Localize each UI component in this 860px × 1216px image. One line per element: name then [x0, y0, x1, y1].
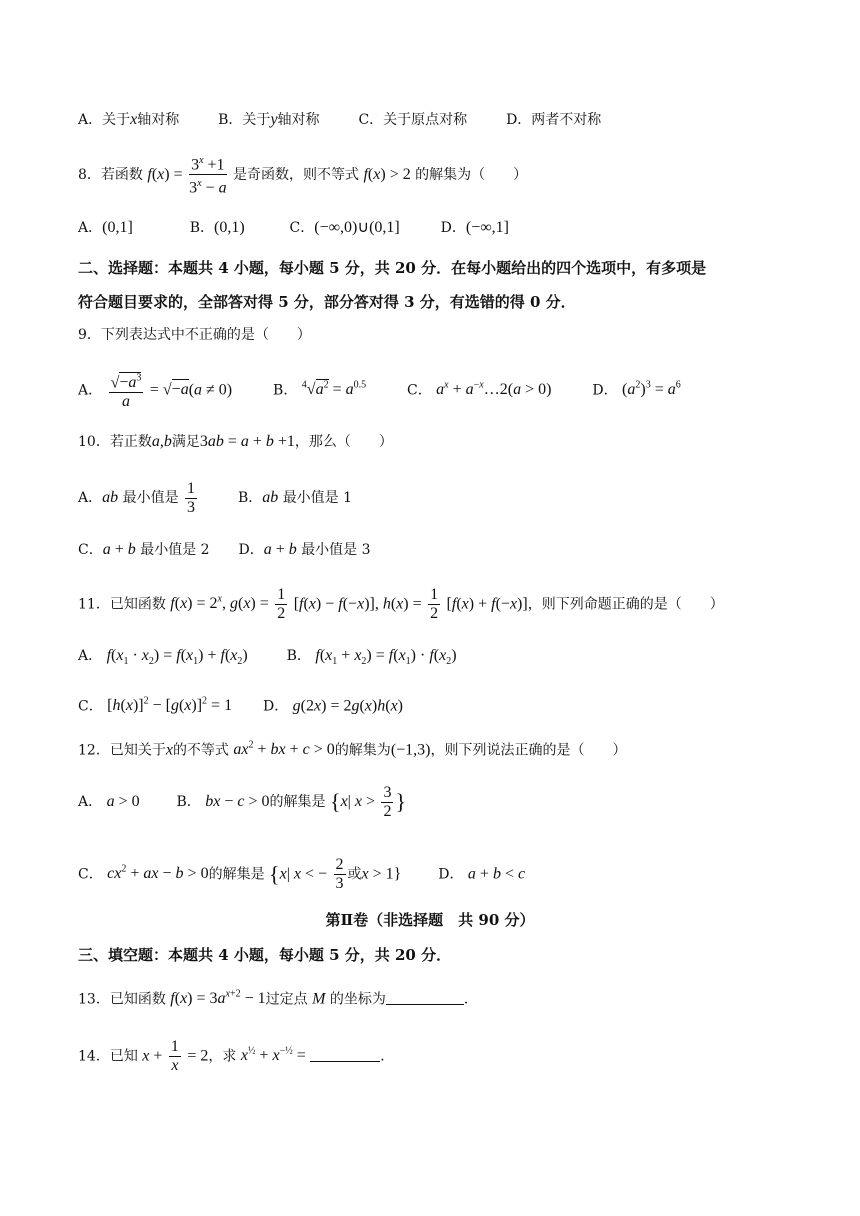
q8-option-c: (−∞,0)∪(0,1]: [314, 219, 400, 236]
section3-heading: 三、填空题：本题共 4 小题，每小题 5 分，共 20 分．: [78, 946, 452, 964]
q14-end: ．: [380, 1048, 395, 1065]
q12-option-a-label: A．: [78, 794, 103, 810]
q11-option-a-label: A．: [78, 648, 103, 664]
q11-options-cd: [78, 692, 403, 716]
q12-options-cd: [78, 848, 525, 896]
q14-lhs: x +: [142, 1047, 163, 1065]
q11-option-d-label: D．: [262, 698, 289, 715]
q12-option-b-set: x| x >: [340, 793, 376, 810]
q7-option-c: C．关于原点对称: [358, 112, 468, 128]
q10-stem-b: 满足: [171, 434, 200, 450]
q8-function: f(x) =: [147, 165, 183, 183]
brace-right: }: [395, 789, 407, 814]
q12-stem: [78, 736, 627, 760]
q8-number: 8．若函数: [78, 166, 143, 183]
q10-option-b-expr: ab: [262, 489, 279, 506]
q10-option-a-tail: 最小值是: [122, 490, 179, 506]
q8-option-a: (0,1]: [102, 219, 133, 236]
brace-left: {: [269, 861, 280, 887]
q9-option-a-rhs: = √−a(a ≠ 0): [149, 381, 233, 399]
q13-stem-c: 的坐标为: [329, 991, 386, 1008]
q13-end: ．: [463, 991, 478, 1008]
q11-option-c-label: C．: [78, 698, 103, 715]
q12-option-d-label: D．: [438, 866, 464, 883]
q9-option-c: $a^x$ + $a^{-x}\dots 2(a > 0)$: [436, 380, 552, 399]
q9-option-a-fraction: $\frac{√-a^3}{a}$: [109, 370, 144, 411]
q10-options-ab: [78, 476, 352, 520]
q12-stem-b: 的不等式: [172, 742, 229, 759]
q14-stem-a: 14．已知: [78, 1048, 138, 1065]
q12-options-ab: [78, 780, 406, 824]
q11-f-def: $f(x) = 2^x$, g(x) =: [170, 594, 269, 613]
q8-inequality: f(x) > 2: [363, 165, 411, 183]
q11-options-ab: [78, 646, 457, 672]
q12-option-c-set: x| x < −: [279, 865, 328, 883]
q12-option-c-fraction: $\frac{2}{3}$: [335, 855, 344, 892]
q11-option-a: $f(x_1 \cdot x_2) = f(x_1) + f(x_2)$: [106, 647, 248, 668]
q10-option-c-label: C．: [78, 542, 103, 558]
q12-stem-a: 12．已知关于: [78, 742, 166, 759]
q8-option-b-label: B．: [189, 220, 214, 236]
q8-options: [78, 218, 509, 238]
q10-option-c-tail: 最小值是 2: [140, 542, 210, 558]
q10-variables: a,b: [151, 433, 172, 450]
q13-answer-blank[interactable]: [386, 1004, 464, 1005]
section2-heading-line2: 符合题目要求的，全部答对得 5 分，部分答对得 3 分，有选错的得 0 分．: [78, 293, 576, 311]
part2-title: 第Ⅱ卷（非选择题 共 90 分）: [325, 911, 535, 929]
q13-function: $f(x) = 3a^{x+2} - 1$: [170, 989, 266, 1008]
q9-option-d-label: D．: [592, 382, 618, 399]
q12-option-b-label: B．: [176, 794, 201, 810]
q12-option-c-or: 或: [347, 866, 362, 883]
q10-option-c-expr: a + b: [102, 541, 136, 558]
q7-options: [78, 110, 601, 130]
q14-stem: [78, 1030, 394, 1078]
q11-stem: [78, 578, 724, 626]
q12-option-d: a + b < c: [467, 865, 526, 883]
q9-option-d: $(a^2)^3 = a^6$: [622, 380, 681, 399]
q7-option-d: D．两者不对称: [506, 112, 602, 128]
q13-stem-a: 13．已知函数: [78, 991, 166, 1008]
q11-option-d: g(2x) = 2g(x)h(x): [292, 697, 403, 715]
q11-option-c: $[h(x)]^2 - [g(x)]^2 = 1$: [107, 696, 233, 715]
q11-stem-a: 11．已知函数: [78, 596, 166, 613]
q8-stem: [78, 152, 527, 198]
variable: x: [165, 741, 173, 759]
q7-option-b-tail: 轴对称: [277, 112, 320, 128]
q12-option-b-expr: bx − c > 0: [205, 793, 270, 810]
q10-option-a-expr: ab: [102, 489, 119, 506]
q8-mid-text: 是奇函数，则不等式: [233, 166, 360, 183]
q10-options-cd: [78, 540, 371, 560]
q12-option-c-label: C．: [78, 866, 103, 883]
q12-stem-c: 的解集为: [334, 742, 391, 759]
variable: M: [312, 990, 326, 1008]
q10-stem: [78, 432, 393, 452]
q8-tail-text: 的解集为（ ）: [415, 166, 528, 183]
q10-option-a-fraction: $\frac{1}{3}$: [187, 479, 196, 516]
q10-option-d-expr: a + b: [263, 541, 297, 558]
q12-option-a: a > 0: [106, 793, 140, 810]
q10-option-d-tail: 最小值是 3: [301, 542, 371, 558]
q9-option-a-label: A．: [78, 382, 103, 399]
q11-g-def: [f(x) − f(−x)], h(x) =: [293, 595, 422, 613]
q12-option-c-set-tail: x > 1}: [361, 865, 402, 883]
q8-fraction: $\frac{3^x +1}{3^x - a}$: [189, 152, 226, 198]
q8-option-a-label: A．: [78, 220, 103, 236]
q14-answer-blank[interactable]: [310, 1061, 380, 1062]
q11-option-b: $f(x_1 + x_2) = f(x_1) \cdot f(x_2)$: [315, 647, 457, 668]
q12-option-c-tail: 的解集是: [208, 866, 265, 883]
q11-option-b-label: B．: [286, 648, 311, 664]
q7-option-b: B．关于: [218, 112, 271, 128]
variable: y: [270, 111, 278, 128]
q12-inequality: $ax^2$ + bx + c > 0: [233, 740, 335, 759]
q9-stem: 9．下列表达式中不正确的是（ ）: [78, 327, 311, 343]
q13-stem: [78, 985, 478, 1009]
q8-option-b: (0,1): [213, 219, 245, 236]
q14-expression: $x^{\frac{1}{2}} + x^{-\frac{1}{2}}$ =: [240, 1046, 306, 1065]
q14-fraction: $\frac{1}{x}$: [170, 1037, 179, 1074]
q10-stem-c: ，那么（ ）: [294, 434, 393, 450]
section2-heading-line1: 二、选择题：本题共 4 小题，每小题 5 分，共 20 分．在每小题给出的四个选项中，有多项是: [78, 259, 707, 277]
q10-stem-a: 10．若正数: [78, 434, 152, 450]
q10-equation: 3ab = a + b +1: [199, 433, 295, 450]
q8-option-d-label: D．: [440, 220, 466, 236]
q12-interval: (−1,3): [390, 741, 431, 759]
q9-option-b-label: B．: [273, 382, 298, 399]
q8-option-c-label: C．: [289, 220, 315, 236]
q11-h-def: [f(x) + f(−x)]: [446, 595, 528, 613]
q10-option-b-tail: 最小值是 1: [282, 490, 353, 506]
q10-option-b-label: B．: [237, 490, 263, 506]
q12-stem-d: ，则下列说法正确的是（ ）: [430, 742, 627, 759]
q8-option-d: (−∞,1]: [465, 219, 509, 236]
variable: x: [130, 111, 138, 128]
q12-option-b-fraction: $\frac{3}{2}$: [383, 783, 392, 820]
q11-half-fraction-g: $\frac{1}{2}$: [277, 585, 286, 622]
q14-rhs: = 2: [187, 1047, 209, 1065]
q12-option-c-expr: $cx^2$ + ax − b > 0: [107, 864, 209, 883]
q7-option-a: A．关于: [78, 112, 131, 128]
q13-stem-b: 过定点: [265, 991, 308, 1008]
q10-option-d-label: D．: [238, 542, 264, 558]
q7-option-a-tail: 轴对称: [137, 112, 180, 128]
q10-option-a-label: A．: [78, 490, 103, 506]
q9-options: [78, 362, 681, 414]
q9-option-b: $^4√a^2 = a^{0.5}$: [301, 380, 367, 399]
q11-stem-b: ，则下列命题正确的是（ ）: [527, 596, 724, 613]
q14-stem-b: ，求: [208, 1048, 237, 1065]
q12-option-b-tail: 的解集是: [269, 794, 326, 810]
q9-option-c-label: C．: [407, 382, 432, 399]
brace-left: {: [330, 789, 341, 814]
q11-half-fraction-h: $\frac{1}{2}$: [430, 585, 439, 622]
